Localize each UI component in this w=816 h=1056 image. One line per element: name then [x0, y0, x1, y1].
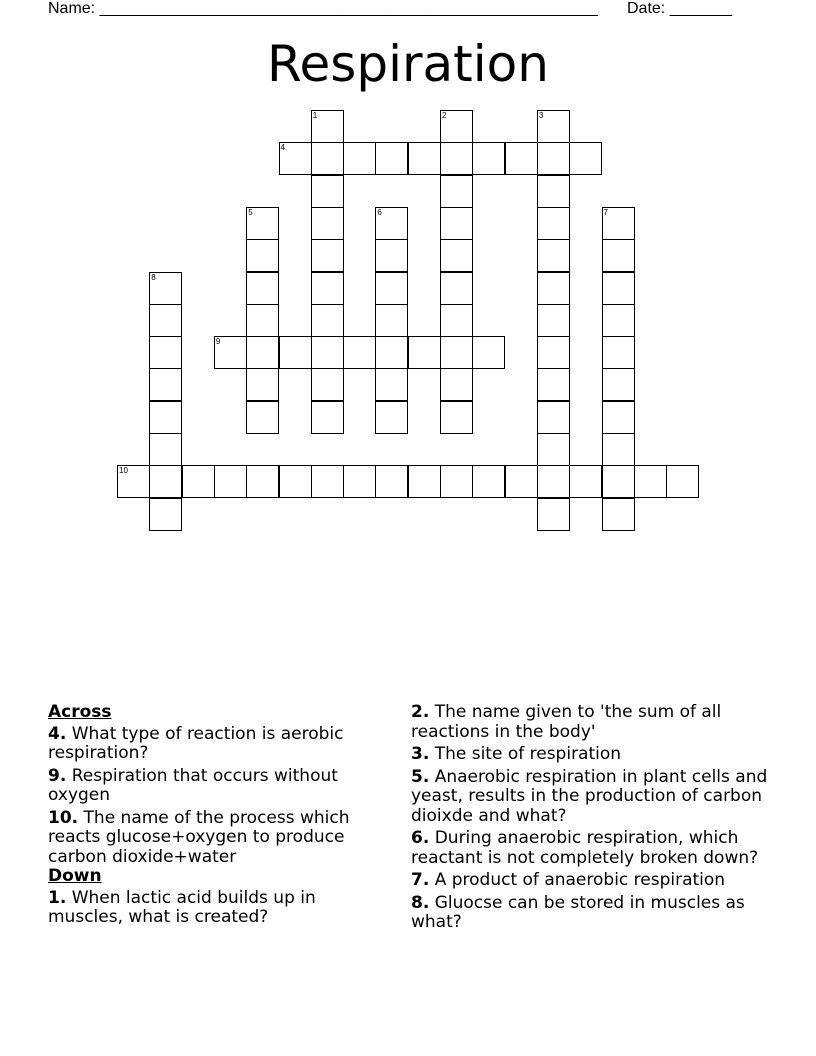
grid-cell[interactable]	[311, 368, 344, 401]
cell-number: 9	[215, 337, 221, 347]
grid-cell[interactable]	[375, 304, 408, 337]
clue-number: 6.	[411, 828, 430, 848]
grid-cell[interactable]	[246, 368, 279, 401]
grid-cell[interactable]	[408, 336, 441, 369]
clue-text: The name given to 'the sum of all reactions in the body'	[411, 702, 722, 742]
clue-text: During anaerobic respiration, which reactant is not completely broken down?	[411, 828, 759, 868]
grid-cell[interactable]	[149, 336, 182, 369]
grid-cell[interactable]	[246, 239, 279, 272]
grid-cell[interactable]	[602, 465, 635, 498]
grid-cell[interactable]	[602, 304, 635, 337]
grid-cell[interactable]	[149, 498, 182, 531]
grid-cell[interactable]	[537, 142, 570, 175]
grid-cell[interactable]	[311, 110, 344, 143]
grid-cell[interactable]	[537, 304, 570, 337]
grid-cell[interactable]	[408, 465, 441, 498]
grid-cell[interactable]	[634, 465, 667, 498]
grid-cell[interactable]	[440, 401, 473, 434]
clue-text: Gluocse can be stored in muscles as what?	[411, 892, 745, 932]
grid-cell[interactable]	[311, 239, 344, 272]
clue-down-3	[411, 745, 771, 765]
grid-cell[interactable]	[343, 336, 376, 369]
grid-cell[interactable]	[279, 336, 312, 369]
grid-cell[interactable]	[537, 110, 570, 143]
clue-text: Anaerobic respiration in plant cells and yeast, results in the production of carbon dioixde and what?	[411, 766, 768, 826]
grid-cell[interactable]	[343, 142, 376, 175]
grid-cell[interactable]	[472, 142, 505, 175]
grid-cell[interactable]	[472, 465, 505, 498]
grid-cell[interactable]	[602, 336, 635, 369]
page-title: Respiration	[267, 35, 549, 93]
name-field-label: Name: ________________________________________________________	[48, 0, 598, 17]
grid-cell[interactable]	[117, 465, 150, 498]
grid-cell[interactable]	[246, 336, 279, 369]
clue-number: 5.	[411, 766, 430, 787]
grid-cell[interactable]	[569, 465, 602, 498]
grid-cell[interactable]	[440, 368, 473, 401]
grid-cell[interactable]	[440, 336, 473, 369]
grid-cell[interactable]	[537, 239, 570, 272]
grid-cell[interactable]	[537, 368, 570, 401]
grid-cell[interactable]	[246, 465, 279, 498]
grid-cell[interactable]	[440, 175, 473, 208]
grid-cell[interactable]	[246, 272, 279, 305]
grid-cell[interactable]	[375, 207, 408, 240]
grid-cell[interactable]	[375, 336, 408, 369]
grid-cell[interactable]	[311, 207, 344, 240]
grid-cell[interactable]	[149, 401, 182, 434]
clue-text: Respiration that occurs without oxygen	[48, 765, 338, 805]
grid-cell[interactable]	[375, 465, 408, 498]
grid-cell[interactable]	[375, 368, 408, 401]
grid-cell[interactable]	[440, 207, 473, 240]
grid-cell[interactable]	[537, 465, 570, 498]
grid-cell[interactable]	[311, 304, 344, 337]
grid-cell[interactable]	[246, 304, 279, 337]
date-field-label: Date: _______	[627, 0, 732, 17]
grid-cell[interactable]	[149, 368, 182, 401]
grid-cell[interactable]	[214, 465, 247, 498]
grid-cell[interactable]	[505, 465, 538, 498]
clue-down-8	[411, 894, 771, 933]
clue-text: The site of respiration	[429, 744, 622, 764]
grid-cell[interactable]	[537, 336, 570, 369]
cell-number: 10	[119, 466, 128, 476]
grid-cell[interactable]	[279, 142, 312, 175]
grid-cell[interactable]	[311, 175, 344, 208]
clue-across-9	[48, 767, 378, 806]
clue-across-10	[48, 809, 378, 868]
grid-cell[interactable]	[311, 465, 344, 498]
clue-text: The name of the process which reacts glucose+oxygen to produce carbon dioxide+water	[48, 807, 350, 867]
cell-number: 6	[377, 207, 382, 217]
grid-cell[interactable]	[408, 142, 441, 175]
clue-text: When lactic acid builds up in muscles, what is created?	[48, 887, 316, 927]
grid-cell[interactable]	[149, 304, 182, 337]
grid-cell[interactable]	[311, 336, 344, 369]
down-heading: Down	[48, 866, 102, 886]
grid-cell[interactable]	[182, 465, 215, 498]
grid-cell[interactable]	[602, 239, 635, 272]
grid-cell[interactable]	[537, 498, 570, 531]
grid-cell[interactable]	[602, 401, 635, 434]
grid-cell[interactable]	[246, 207, 279, 240]
grid-cell[interactable]	[149, 433, 182, 466]
grid-cell[interactable]	[375, 401, 408, 434]
grid-cell[interactable]	[537, 401, 570, 434]
grid-cell[interactable]	[569, 142, 602, 175]
clue-across-4	[48, 725, 378, 764]
grid-cell[interactable]	[537, 433, 570, 466]
grid-cell[interactable]	[602, 272, 635, 305]
cell-number: 7	[603, 207, 608, 217]
grid-cell[interactable]	[440, 110, 473, 143]
clues-left-column	[48, 703, 378, 931]
clue-text: What type of reaction is aerobic respiration?	[48, 723, 344, 763]
grid-cell[interactable]	[149, 465, 182, 498]
clue-down-1	[48, 889, 378, 928]
grid-cell[interactable]	[311, 401, 344, 434]
grid-cell[interactable]	[375, 272, 408, 305]
grid-cell[interactable]	[602, 368, 635, 401]
grid-cell[interactable]	[602, 207, 635, 240]
grid-cell[interactable]	[149, 272, 182, 305]
cell-number: 4	[280, 143, 285, 153]
clue-number: 8.	[411, 892, 430, 913]
grid-cell[interactable]	[246, 401, 279, 434]
clue-number: 10.	[48, 807, 79, 828]
grid-cell[interactable]	[440, 272, 473, 305]
cell-number: 2	[442, 111, 447, 120]
cell-number: 3	[538, 111, 544, 120]
grid-cell[interactable]	[602, 433, 635, 466]
clue-number: 3.	[411, 744, 430, 764]
cell-number: 8	[151, 272, 156, 282]
grid-cell[interactable]	[505, 142, 538, 175]
clue-text: A product of anaerobic respiration	[429, 870, 726, 890]
grid-cell[interactable]	[666, 465, 699, 498]
clue-down-7	[411, 871, 771, 891]
clue-down-6	[411, 829, 771, 868]
cell-number: 1	[312, 111, 318, 120]
grid-cell[interactable]	[375, 239, 408, 272]
grid-cell[interactable]	[440, 239, 473, 272]
grid-cell[interactable]	[343, 465, 376, 498]
clue-number: 2.	[411, 702, 430, 722]
across-heading: Across	[48, 702, 112, 722]
clue-down-5	[411, 768, 771, 827]
cell-number: 5	[248, 207, 253, 217]
grid-cell[interactable]	[472, 336, 505, 369]
clue-number: 1.	[48, 887, 67, 908]
grid-cell[interactable]	[537, 207, 570, 240]
grid-cell[interactable]	[311, 272, 344, 305]
grid-cell[interactable]	[311, 142, 344, 175]
clue-number: 7.	[411, 870, 430, 890]
clues-right-column	[411, 703, 771, 936]
grid-cell[interactable]	[537, 175, 570, 208]
clue-down-2	[411, 703, 771, 742]
grid-cell[interactable]	[279, 465, 312, 498]
grid-cell[interactable]	[214, 336, 247, 369]
grid-cell[interactable]	[440, 465, 473, 498]
grid-cell[interactable]	[375, 142, 408, 175]
grid-cell[interactable]	[537, 272, 570, 305]
grid-cell[interactable]	[440, 142, 473, 175]
grid-cell[interactable]	[440, 304, 473, 337]
clue-number: 4.	[48, 723, 67, 744]
clue-number: 9.	[48, 765, 67, 786]
grid-cell[interactable]	[602, 498, 635, 531]
